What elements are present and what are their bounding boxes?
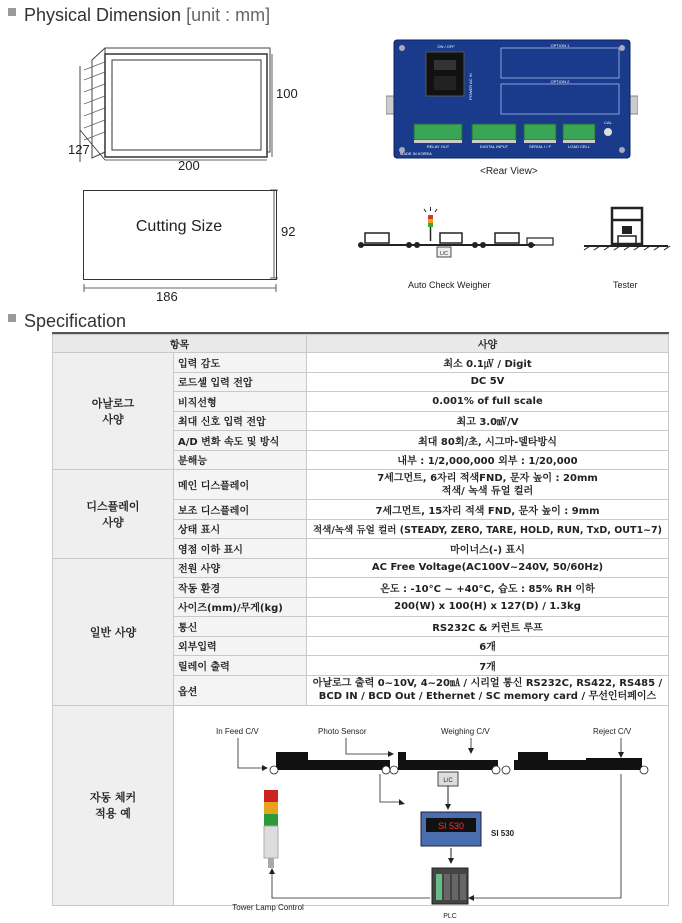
row-item: 전원 사양	[174, 558, 307, 578]
rear-onoff-text: ON / OFF	[437, 44, 455, 49]
row-value: 최소 0.1㎶ / Digit	[307, 353, 669, 373]
app-weighing-text: Weighing C/V	[441, 727, 490, 736]
indicator-display-text: SI 530	[437, 821, 465, 831]
row-value: 200(W) x 100(H) x 127(D) / 1.3kg	[307, 597, 669, 617]
table-row	[53, 558, 669, 578]
auto-check-weigher-diagram	[355, 205, 565, 265]
rear-power-text: POWER AC IN	[468, 73, 473, 100]
row-item: 옵션	[174, 675, 307, 705]
row-value: 마이너스(-) 표시	[307, 539, 669, 559]
rear-made-text: MADE IN KOREA	[400, 151, 432, 156]
group-general: 일반 사양	[53, 558, 174, 705]
dim-height-label: 100	[276, 86, 298, 101]
row-item: A/D 변화 속도 및 방식	[174, 431, 307, 451]
row-value: 최대 80회/초, 시그마-델타방식	[307, 431, 669, 451]
dim-depth-label: 127	[68, 142, 90, 157]
app-lc-text: L/C	[443, 778, 453, 784]
tester-diagram	[582, 206, 672, 258]
cutting-dim-lines	[80, 186, 290, 296]
bullet-square-icon	[8, 8, 16, 16]
table-row	[53, 470, 669, 500]
app-infeed-text: In Feed C/V	[216, 727, 259, 736]
rear-view-image	[386, 38, 638, 162]
rear-loadcell-text: LOAD CELL	[567, 144, 591, 149]
cutting-size-label: Cutting Size	[135, 218, 223, 235]
row-item: 최대 신호 입력 전압	[174, 411, 307, 431]
row-value: 아날로그 출력 0~10V, 4~20㎃ / 시리얼 통신 RS232C, RS422, RS485 / BCD IN / BCD Out / Ethernet / SC memory card / 무선인터페이스	[307, 675, 669, 705]
row-item: 보조 디스플레이	[174, 500, 307, 520]
auto-check-weigher-caption: Auto Check Weigher	[408, 280, 491, 290]
row-value: 최고 3.0㎷/V	[307, 411, 669, 431]
row-value: 0.001% of full scale	[307, 392, 669, 412]
cut-width-label: 186	[156, 289, 178, 304]
head-value: 사양	[307, 335, 669, 353]
acw-lc-text: L/C	[440, 251, 448, 257]
application-diagram	[166, 722, 668, 922]
row-item: 통신	[174, 617, 307, 637]
app-model-text: SI 530	[491, 829, 515, 838]
bullet-square-icon	[8, 314, 16, 322]
head-item: 항목	[53, 335, 307, 353]
row-item: 작동 환경	[174, 578, 307, 598]
row-value: 6개	[307, 636, 669, 656]
row-value: 적색/녹색 듀얼 컬러 (STEADY, ZERO, TARE, HOLD, RUN, TxD, OUT1~7)	[307, 519, 669, 539]
row-item: 릴레이 출력	[174, 656, 307, 676]
box-dimension-drawing	[70, 40, 310, 175]
cut-height-label: 92	[281, 224, 296, 239]
spec-header-row	[53, 335, 669, 353]
table-row	[53, 353, 669, 373]
dim-width-label: 200	[178, 158, 200, 173]
row-item: 로드셀 입력 전압	[174, 372, 307, 392]
row-item: 입력 감도	[174, 353, 307, 373]
rear-view-caption: <Rear View>	[480, 166, 538, 177]
row-item: 외부입력	[174, 636, 307, 656]
row-item: 비직선형	[174, 392, 307, 412]
rear-cal-text: CAL	[604, 120, 612, 125]
row-item: 분해능	[174, 450, 307, 470]
row-value: 내부 : 1/2,000,000 외부 : 1/20,000	[307, 450, 669, 470]
tester-caption: Tester	[613, 280, 638, 290]
phys-title-text: Physical Dimension	[24, 5, 182, 25]
row-value: 온도 : -10°C ~ +40°C, 습도 : 85% RH 이하	[307, 578, 669, 598]
app-plc-text: PLC	[443, 913, 457, 920]
physical-dimension-title	[8, 5, 270, 26]
phys-unit-text: [unit : mm]	[186, 5, 271, 25]
row-value: 7개	[307, 656, 669, 676]
app-photo-text: Photo Sensor	[318, 727, 367, 736]
row-item: 영점 이하 표시	[174, 539, 307, 559]
app-tower-text: Tower Lamp Control	[232, 903, 304, 912]
group-analog: 아날로그 사양	[53, 353, 174, 470]
rear-option1-text: OPTION 1	[550, 43, 570, 48]
group-display: 디스플레이 사양	[53, 470, 174, 559]
app-reject-text: Reject C/V	[593, 727, 632, 736]
rear-option2-text: OPTION 2	[550, 79, 570, 84]
row-item: 상태 표시	[174, 519, 307, 539]
row-value: 7세그먼트, 6자리 적색FND, 문자 높이 : 20mm 적색/ 녹색 듀얼 컬러	[307, 470, 669, 500]
row-item: 메인 디스플레이	[174, 470, 307, 500]
row-value: AC Free Voltage(AC100V~240V, 50/60Hz)	[307, 558, 669, 578]
row-value: 7세그먼트, 15자리 적색 FND, 문자 높이 : 9mm	[307, 500, 669, 520]
row-value: RS232C & 커런트 루프	[307, 617, 669, 637]
rear-digital-text: DIGITAL INPUT	[479, 144, 509, 149]
rear-serial-text: SERIAL I / F	[528, 144, 552, 149]
row-item: 사이즈(mm)/무게(kg)	[174, 597, 307, 617]
group-app: 자동 체커 적용 예	[53, 705, 174, 905]
specification-title	[8, 311, 126, 332]
row-value: DC 5V	[307, 372, 669, 392]
spec-title-text: Specification	[24, 311, 127, 331]
rear-relay-text: RELAY OUT	[426, 144, 450, 149]
